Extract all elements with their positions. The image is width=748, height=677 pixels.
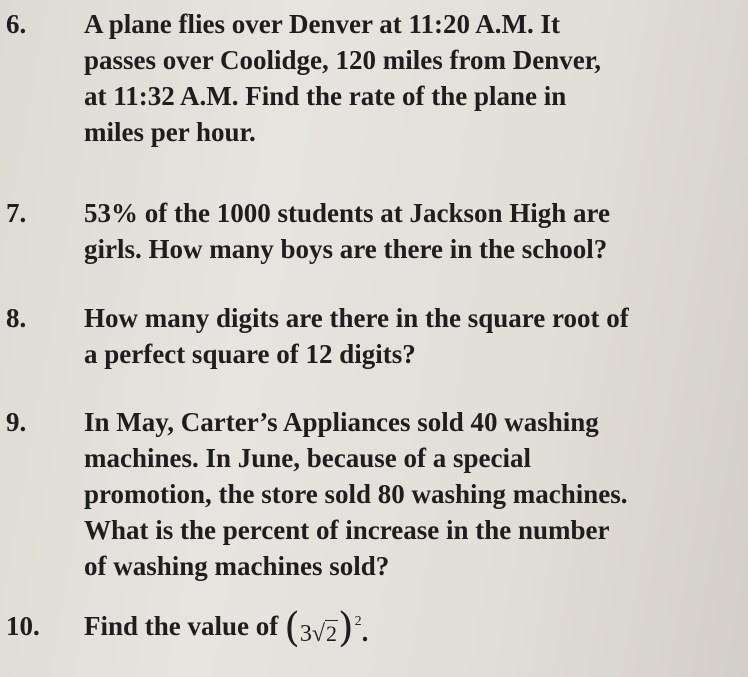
problem-number: 6. bbox=[6, 9, 27, 39]
problem-line: 53% of the 1000 students at Jackson High are bbox=[84, 198, 611, 228]
problem-line-text: Find the value of bbox=[84, 611, 279, 641]
problem-line: A plane flies over Denver at 11:20 A.M. It bbox=[84, 9, 560, 39]
sqrt-icon: √ bbox=[311, 621, 326, 647]
problem-line: How many digits are there in the square root of bbox=[84, 303, 629, 333]
problem-line: at 11:32 A.M. Find the rate of the plane in bbox=[84, 81, 567, 111]
coefficient: 3 bbox=[299, 621, 312, 647]
problem-line: a perfect square of 12 digits? bbox=[84, 339, 416, 369]
exponent: 2 bbox=[354, 614, 362, 629]
problem-line: passes over Coolidge, 120 miles from Denver, bbox=[84, 45, 601, 75]
problem-line: promotion, the store sold 80 washing machines. bbox=[84, 479, 628, 509]
problem-line: In May, Carter’s Appliances sold 40 washing bbox=[84, 407, 599, 437]
open-paren: ( bbox=[284, 605, 300, 651]
problem-number: 8. bbox=[6, 303, 27, 333]
problem-number: 7. bbox=[6, 198, 27, 228]
problem-text bbox=[84, 605, 734, 656]
problem-line: machines. In June, because of a special bbox=[84, 443, 532, 473]
problem-line: girls. How many boys are there in the school? bbox=[84, 234, 608, 264]
problem-line: What is the percent of increase in the number bbox=[84, 515, 610, 545]
math-expression bbox=[284, 605, 369, 656]
problem-text bbox=[84, 300, 734, 372]
problem-text bbox=[84, 195, 734, 267]
problem-line bbox=[84, 605, 734, 656]
problem-line: of washing machines sold? bbox=[84, 551, 390, 581]
end-period: . bbox=[361, 617, 369, 647]
problem-text bbox=[84, 404, 734, 584]
problem-line: miles per hour. bbox=[84, 117, 256, 147]
close-paren: ) bbox=[338, 605, 354, 651]
problem-text bbox=[84, 6, 734, 150]
problem-number: 10. bbox=[6, 611, 40, 641]
radicand: 2 bbox=[326, 621, 338, 646]
problem-number: 9. bbox=[6, 407, 27, 437]
